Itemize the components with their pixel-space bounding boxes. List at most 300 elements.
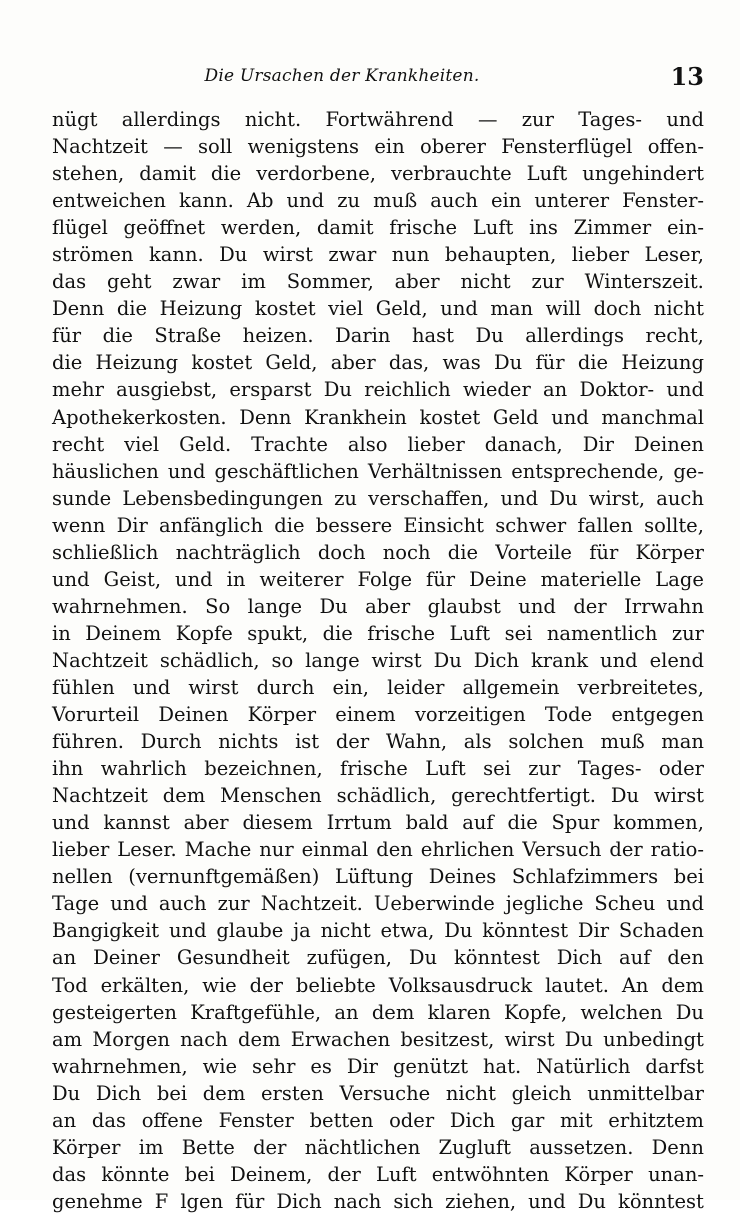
word: häuslichen (52, 459, 159, 483)
word: allgemein (462, 675, 560, 699)
word: diesem (242, 811, 313, 835)
word: Nachtzeit (52, 648, 148, 672)
word: an (52, 1108, 77, 1132)
word: Deine (469, 567, 527, 591)
word: Kopfe (175, 621, 233, 645)
text-line (52, 458, 704, 485)
text-line (52, 999, 704, 1026)
word: hast (411, 324, 455, 348)
word: die (447, 540, 478, 564)
word: dem (202, 1081, 246, 1105)
word: schädlich, (336, 784, 437, 808)
word: gesteigerten (52, 1000, 177, 1024)
word: Mache (184, 838, 252, 862)
word: Dich (276, 1189, 322, 1213)
word: das, (388, 351, 430, 375)
word: nur (259, 838, 294, 862)
word: Geld (492, 405, 539, 429)
page-header (52, 62, 704, 94)
word: Luft (526, 162, 568, 186)
word: Lüftung (334, 865, 414, 889)
word: kostet (191, 351, 253, 375)
word: weiterer (259, 567, 344, 591)
word: es (310, 1054, 332, 1078)
word: und (500, 486, 539, 510)
word: also (347, 432, 388, 456)
word: Tages- (577, 757, 642, 781)
word: damit (139, 162, 196, 186)
word: stehen, (52, 162, 125, 186)
word: zur (528, 757, 561, 781)
word: unmittelbar (587, 1081, 704, 1105)
word: offene (141, 1108, 203, 1132)
word: nicht (445, 1081, 496, 1105)
text-line (52, 972, 704, 999)
word: ehrlichen (420, 838, 515, 862)
word: verbrauchte (390, 162, 512, 186)
word: wie (202, 973, 237, 997)
word: Fenster- (622, 189, 704, 213)
word: frische (389, 216, 458, 240)
word: und (666, 108, 704, 131)
word: solchen (508, 730, 584, 754)
word: und (175, 567, 213, 591)
word: der (335, 730, 370, 754)
word: und (52, 567, 90, 591)
word: Morgen (92, 1027, 170, 1051)
word: schwer (495, 513, 567, 537)
word: Menschen (220, 784, 322, 808)
word: man (661, 730, 704, 754)
word: bei (184, 1162, 215, 1186)
text-line (52, 214, 704, 241)
word: Dir (577, 919, 610, 943)
word: Lebensbedingungen (122, 486, 323, 510)
text-line (52, 782, 704, 809)
word: Kraftgefühle, (190, 1000, 322, 1024)
text-line (52, 187, 704, 214)
word: wahrnehmen, (52, 1054, 188, 1078)
word: sehr (251, 1054, 296, 1078)
word: das (52, 270, 87, 294)
word: und (666, 378, 704, 402)
word: Krankhein (304, 405, 407, 429)
word: Luft (449, 621, 491, 645)
word: Dir (346, 1054, 379, 1078)
word: der (609, 838, 643, 862)
word: Lage (655, 567, 704, 591)
word: krank (530, 648, 589, 672)
word: entwöhnten (431, 1162, 550, 1186)
text-line (52, 917, 704, 944)
word: doch (593, 297, 642, 321)
text-line (52, 404, 704, 431)
word: und (551, 405, 589, 429)
text-line (52, 701, 704, 728)
word: beliebte (295, 973, 376, 997)
word: wirst (504, 1027, 555, 1051)
word: an (543, 378, 568, 402)
word: und (168, 919, 207, 943)
word: noch (382, 540, 431, 564)
word: viel (328, 297, 364, 321)
word: oder (658, 757, 704, 781)
text-line (52, 241, 704, 268)
word: (vernunftgemäßen) (128, 865, 320, 889)
word: das (52, 1162, 87, 1186)
word: ja (293, 919, 311, 943)
word: Winterszeit. (584, 270, 704, 294)
word: leider (387, 675, 445, 699)
word: oder (389, 1108, 435, 1132)
word: frische (340, 757, 408, 781)
word: frische (367, 621, 436, 645)
word: ein- (666, 216, 704, 240)
word: bessere (315, 513, 393, 537)
word: nicht (320, 919, 371, 943)
text-line (52, 485, 704, 512)
word: wahrnehmen. (52, 594, 188, 618)
word: Körper (52, 1135, 121, 1159)
text-line (52, 890, 704, 917)
word: und (666, 892, 704, 916)
word: den (667, 946, 704, 970)
word: lieber (407, 432, 465, 456)
word: für (589, 540, 619, 564)
word: der (249, 973, 283, 997)
word: Du (433, 648, 462, 672)
word: Luft (376, 1162, 417, 1186)
word: nach (333, 1189, 382, 1213)
word: verbreitetes, (577, 675, 704, 699)
word: allerdings (121, 108, 221, 131)
word: zur (521, 108, 554, 131)
word: kostet (419, 405, 481, 429)
word: lieber (52, 838, 110, 862)
word: muß (373, 189, 418, 213)
word: für (235, 1189, 265, 1213)
word: wenn (52, 513, 106, 537)
word: Heizung (159, 297, 243, 321)
word: nichts (218, 730, 279, 754)
word: Zimmer (573, 216, 652, 240)
word: darfst (645, 1054, 704, 1078)
word: Wahn, (385, 730, 448, 754)
word: manchmal (601, 405, 704, 429)
word: ziehen, (445, 1189, 517, 1213)
word: Körper (564, 1162, 633, 1186)
word: für (426, 567, 456, 591)
word: recht (52, 432, 105, 456)
word: an (52, 946, 77, 970)
word: etwa, (380, 919, 435, 943)
word: Du (408, 946, 438, 970)
word: Deinem, (230, 1162, 313, 1186)
word: verschaffen, (368, 486, 490, 510)
word: anfänglich (159, 513, 264, 537)
word: zwar (172, 270, 221, 294)
word: Verhältnissen (367, 459, 503, 483)
text-line (52, 431, 704, 458)
word: auf (619, 946, 651, 970)
text-line (52, 755, 704, 782)
word: kann. (179, 189, 234, 213)
word: nicht (653, 297, 704, 321)
word: ausgiebst, (116, 378, 218, 402)
text-line (52, 809, 704, 836)
word: wahrlich (100, 757, 187, 781)
word: bei (156, 1081, 188, 1105)
word: wirst (371, 648, 422, 672)
word: Darin (335, 324, 391, 348)
word: die (210, 162, 242, 186)
word: hat. (482, 1054, 522, 1078)
word: Heizung (95, 351, 179, 375)
word: aber (365, 594, 411, 618)
word: sei (504, 621, 533, 645)
word: Du (564, 1027, 593, 1051)
word: zur (531, 270, 564, 294)
word: lange (305, 648, 360, 672)
word: ein (374, 135, 405, 159)
text-line (52, 322, 704, 349)
word: und (110, 892, 148, 916)
word: Du (323, 378, 352, 402)
word: ist (295, 730, 320, 754)
word: danach, (484, 432, 563, 456)
word: könntest (453, 946, 540, 970)
text-line (52, 160, 704, 187)
word: nachträglich (175, 540, 301, 564)
word: zu (337, 189, 361, 213)
word: glaubst (427, 594, 501, 618)
word: erhitztem (608, 1108, 704, 1132)
word: kann. (148, 243, 204, 267)
word: so (271, 648, 294, 672)
word: verdorbene, (256, 162, 376, 186)
word: Dir (116, 513, 148, 537)
word: nügt (52, 108, 98, 131)
word: die (322, 621, 353, 645)
word: Volksausdruck (388, 973, 533, 997)
word: und (518, 594, 556, 618)
word: für (535, 351, 565, 375)
word: welchen (580, 1000, 663, 1024)
word: sei (483, 757, 511, 781)
word: erkälten, (100, 973, 190, 997)
word: Trachte (251, 432, 328, 456)
text-line (52, 836, 704, 863)
word: genehme (52, 1189, 143, 1213)
word: bei (673, 865, 704, 889)
word: nellen (52, 865, 113, 889)
word: doch (317, 540, 366, 564)
word: dem (371, 1000, 415, 1024)
word: Deinem (85, 621, 162, 645)
word: die (102, 324, 133, 348)
word: Du (319, 594, 348, 618)
word: materielle (540, 567, 642, 591)
word: Körper (635, 540, 704, 564)
text-line (52, 566, 704, 593)
word: Leser, (644, 243, 704, 267)
word: in (52, 621, 71, 645)
word: unan- (648, 1162, 704, 1186)
word: kostet (254, 297, 316, 321)
word: unterer (534, 189, 610, 213)
word: genützt (392, 1054, 469, 1078)
word: ungehindert (582, 162, 704, 186)
word: wirst, (588, 486, 646, 510)
word: lgen (180, 1189, 224, 1213)
word: heizen. (242, 324, 314, 348)
word: und (167, 459, 206, 483)
text-line (52, 512, 704, 539)
word: nicht. (244, 108, 302, 131)
word: Ab (246, 189, 274, 213)
word: Versuch (522, 838, 602, 862)
word: Tod (52, 973, 88, 997)
word: Du (610, 784, 640, 808)
word: die (52, 351, 83, 375)
word: unbedingt (603, 1027, 704, 1051)
word: ein, (332, 675, 370, 699)
word: — (163, 135, 183, 159)
word: Du (675, 1000, 704, 1024)
text-line (52, 133, 704, 160)
word: Geist, (103, 567, 162, 591)
word: ein (490, 189, 522, 213)
word: geschäftlichen (214, 459, 359, 483)
word: offen- (647, 135, 704, 159)
word: Körper (247, 703, 317, 727)
word: im (241, 270, 266, 294)
word: Du (549, 486, 578, 510)
word: die (274, 513, 305, 537)
word: man (490, 297, 534, 321)
word: zu (334, 486, 357, 510)
word: Vorurteil (52, 703, 140, 727)
word: am (52, 1027, 83, 1051)
word: die (577, 351, 609, 375)
word: — (477, 108, 498, 131)
word: Du (494, 351, 523, 375)
word: flügel (52, 216, 108, 240)
word: namentlich (546, 621, 658, 645)
word: aber (394, 270, 440, 294)
text-line (52, 1161, 704, 1188)
word: Straße (154, 324, 222, 348)
word: Gesundheit (176, 946, 290, 970)
word: An (621, 973, 649, 997)
word: Nachtzeit (52, 784, 148, 808)
word: durch (256, 675, 315, 699)
text-line (52, 1026, 704, 1053)
word: damit (316, 216, 374, 240)
word: Luft (472, 216, 514, 240)
word: betten (309, 1108, 374, 1132)
page-number: 13 (670, 62, 704, 91)
word: elend (649, 648, 704, 672)
word: könntest (618, 1189, 704, 1213)
word: werden, (220, 216, 302, 240)
word: Luft (425, 757, 466, 781)
word: lieber (571, 243, 630, 267)
word: ge- (673, 459, 704, 483)
word: Dich (449, 1108, 496, 1132)
word: Durch (140, 730, 202, 754)
word: wirst (262, 243, 313, 267)
word: Du (219, 243, 248, 267)
word: an (334, 1000, 359, 1024)
word: oberer (420, 135, 486, 159)
text-line (52, 620, 704, 647)
body-text (52, 106, 704, 1215)
text-line (52, 944, 704, 971)
word: ersten (260, 1081, 324, 1105)
word: Deinen (633, 432, 704, 456)
word: und (52, 811, 90, 835)
word: könntest (482, 919, 569, 943)
word: ins (529, 216, 558, 240)
word: Irrtum (326, 811, 392, 835)
word: wieder (462, 378, 531, 402)
word: Irrwahn (624, 594, 704, 618)
word: und (286, 189, 325, 213)
text-line (52, 1107, 704, 1134)
word: fallen (577, 513, 633, 537)
word: nach (180, 1027, 228, 1051)
word: Denn (239, 405, 292, 429)
word: reichlich (364, 378, 451, 402)
word: könnte (101, 1162, 170, 1186)
word: einem (335, 703, 396, 727)
word: viel (124, 432, 160, 456)
word: wirst (653, 784, 704, 808)
word: Deines (428, 865, 497, 889)
word: fühlen (52, 675, 115, 699)
word: auch (430, 189, 478, 213)
text-line (52, 593, 704, 620)
word: Denn (651, 1135, 704, 1159)
word: geht (107, 270, 152, 294)
word: mehr (52, 378, 104, 402)
word: aber (330, 351, 376, 375)
word: vorzeitigen (414, 703, 526, 727)
word: Bette (181, 1135, 235, 1159)
word: entgegen (611, 703, 704, 727)
word: wirst (188, 675, 239, 699)
word: im (138, 1135, 164, 1159)
text-line (52, 1053, 704, 1080)
word: Zugluft (438, 1135, 511, 1159)
text-line (52, 674, 704, 701)
word: muß (600, 730, 645, 754)
word: Fenster (218, 1108, 294, 1132)
word: der (573, 594, 607, 618)
word: Du (444, 919, 473, 943)
word: schließlich (52, 540, 159, 564)
word: und (440, 297, 478, 321)
word: Deiner (93, 946, 160, 970)
word: für (52, 324, 82, 348)
word: und (600, 648, 638, 672)
word: klaren (427, 1000, 491, 1024)
text-line (52, 268, 704, 295)
word: entweichen (52, 189, 166, 213)
word: dem (162, 784, 206, 808)
word: Dich (95, 1081, 142, 1105)
